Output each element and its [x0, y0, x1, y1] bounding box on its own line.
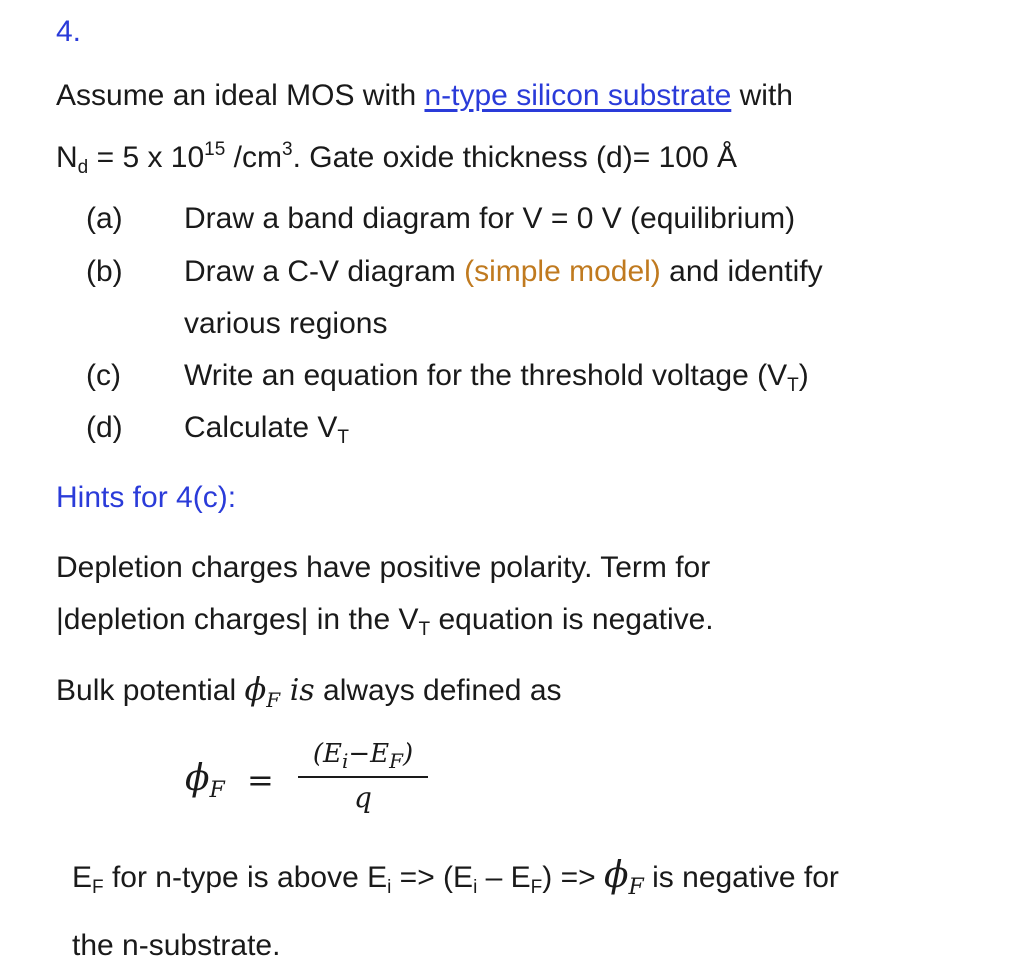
- part-label: (d): [86, 411, 123, 444]
- ef-text: => (E: [391, 861, 474, 894]
- hint-text: |depletion charges| in the V: [56, 603, 419, 636]
- hints-title: Hints for 4(c):: [56, 481, 237, 514]
- part-c: [86, 358, 809, 404]
- ef-subscript: F: [92, 877, 104, 898]
- ei-subscript: i: [473, 877, 478, 898]
- intro-suffix: with: [731, 79, 793, 112]
- part-text: Draw a C-V diagram: [184, 255, 465, 288]
- part-text: Write an equation for the threshold voltage (V: [184, 359, 788, 392]
- ei-subscript: i: [387, 877, 392, 898]
- nd-unit: /cm: [225, 141, 282, 174]
- formula-lhs: [185, 758, 225, 811]
- num-part: ): [403, 739, 414, 769]
- part-label: (b): [86, 255, 123, 288]
- phi-subscript: F: [209, 778, 225, 803]
- part-b: [86, 254, 823, 290]
- part-text: Calculate V: [184, 411, 338, 444]
- ef-subscript: F: [530, 877, 543, 898]
- ef-symbol: E: [72, 861, 93, 894]
- part-text: Draw a band diagram for V = 0 V (equilibrium): [184, 202, 796, 235]
- part-a: [86, 201, 795, 237]
- hint-text-after: equation is negative.: [430, 603, 714, 636]
- ef-text: – E: [477, 861, 531, 894]
- part-text-after: and identify: [660, 255, 823, 288]
- num-part: −E: [348, 739, 390, 769]
- num-sub-f: F: [389, 749, 404, 773]
- phi-symbol: ϕ: [244, 670, 267, 708]
- part-label: (c): [86, 359, 121, 392]
- part-text-after: ): [798, 359, 809, 392]
- phi-symbol: ϕ: [603, 855, 629, 896]
- substrate-link[interactable]: n-type silicon substrate: [424, 79, 732, 112]
- phi-subscript: F: [628, 875, 644, 900]
- last-line: the n-substrate.: [72, 929, 281, 962]
- part-b-continued: [86, 306, 387, 342]
- intro-line-2: [56, 132, 737, 186]
- phi-subscript: F: [266, 688, 281, 712]
- bulk-potential-formula: [185, 738, 445, 828]
- nd-unit-exponent: 3: [281, 139, 293, 160]
- nd-symbol: N: [56, 141, 78, 174]
- bulk-text: Bulk potential: [56, 674, 245, 707]
- part-label: (a): [86, 202, 123, 235]
- nd-subscript: d: [77, 157, 89, 178]
- num-sub-i: i: [341, 749, 349, 773]
- bulk-potential-line: [56, 671, 562, 718]
- oxide-thickness: . Gate oxide thickness (d)= 100 Å: [292, 141, 737, 174]
- formula-denominator: q: [354, 781, 372, 814]
- num-part: (E: [312, 739, 342, 769]
- vt-subscript: T: [787, 375, 799, 396]
- part-text: various regions: [184, 307, 388, 340]
- formula-equals: =: [247, 761, 274, 799]
- phi-symbol: ϕ: [185, 758, 210, 799]
- intro-line-1: [56, 78, 793, 114]
- hint-para1-line2: [56, 602, 714, 648]
- vt-subscript: T: [418, 619, 431, 640]
- vt-subscript: T: [337, 427, 350, 448]
- ef-text: for n-type is above E: [103, 861, 388, 894]
- hint-para1-line1: Depletion charges have positive polarity. Term for: [56, 551, 711, 584]
- bulk-suffix: always defined as: [314, 674, 562, 707]
- part-d: [86, 410, 349, 456]
- intro-text: Assume an ideal MOS with: [56, 79, 425, 112]
- ef-text: is negative for: [643, 861, 839, 894]
- problem-number: 4.: [56, 15, 82, 48]
- ef-line: [72, 855, 839, 906]
- fraction-bar: [298, 776, 428, 778]
- nd-exponent: 15: [204, 139, 226, 160]
- simple-model-highlight: (simple model): [464, 255, 661, 288]
- ef-text: ) =>: [542, 861, 604, 894]
- is-italic: is: [280, 673, 315, 708]
- nd-value: = 5 x 10: [88, 141, 205, 174]
- formula-numerator: [298, 738, 428, 777]
